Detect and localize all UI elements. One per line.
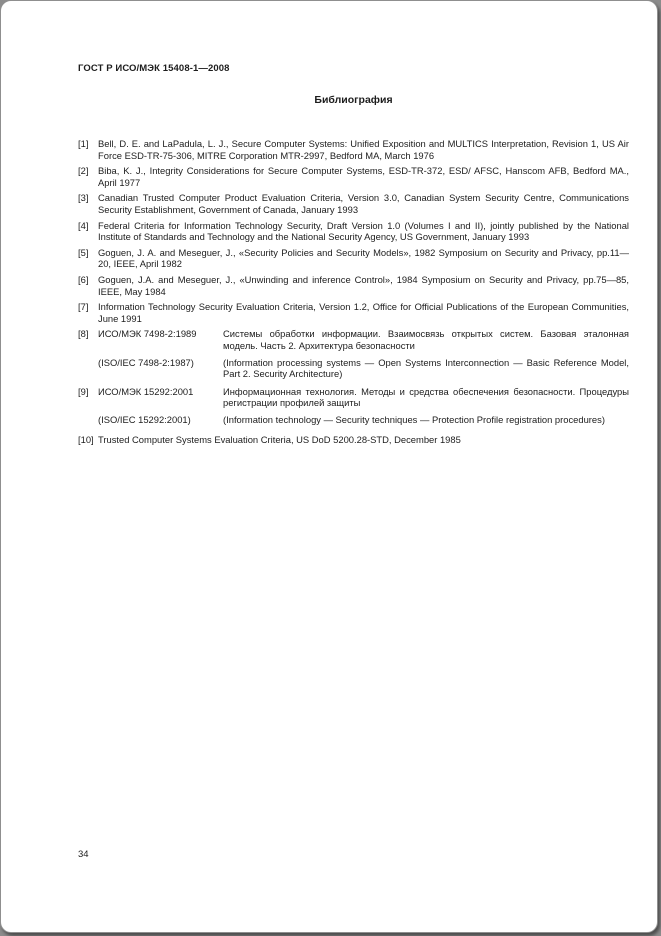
- entry-text: Biba, K. J., Integrity Considerations for Secure Computer Systems, ESD-TR-372, ESD/ AFSC, Hanscom AFB, Bedford MA., April 1977: [98, 165, 629, 188]
- page-title: Библиография: [314, 94, 393, 106]
- entry-number: [1]: [78, 138, 89, 149]
- entry-text: Trusted Computer Systems Evaluation Criteria, US DoD 5200.28-STD, December 1985: [98, 434, 461, 446]
- bibliography-entry: [78, 192, 629, 215]
- bibliography-entry: [78, 165, 629, 188]
- entry-row: [98, 414, 629, 426]
- entry-number: [3]: [78, 192, 89, 204]
- bibliography-entry: [78, 301, 629, 324]
- standard-code: ИСО/МЭК 7498-2:1989: [98, 328, 197, 340]
- entry-number: [10]: [78, 434, 94, 446]
- entry-text: Federal Criteria for Information Technology Security, Draft Version 1.0 (Volumes I and II), jointly published by the National Institute of Standards and Technology and the National Security Agency, US Government, January 1993: [98, 219, 629, 243]
- entry-number: [2]: [78, 165, 89, 177]
- document-header: ГОСТ Р ИСО/МЭК 15408-1—2008: [78, 63, 230, 74]
- page-number: 34: [78, 849, 89, 860]
- entry-number: [7]: [78, 301, 89, 313]
- standard-code: (ISO/IEC 15292:2001): [98, 413, 191, 425]
- entry-row: [98, 357, 629, 380]
- standard-code: ИСО/МЭК 15292:2001: [98, 385, 194, 397]
- bibliography-entry: [78, 434, 629, 446]
- entry-number: [9]: [78, 385, 89, 397]
- bibliography-entry: [78, 138, 629, 161]
- entry-rows: [98, 386, 629, 426]
- entry-number: [8]: [78, 328, 89, 340]
- bibliography-list: [78, 138, 629, 446]
- standard-code: (ISO/IEC 7498-2:1987): [98, 356, 194, 368]
- standard-description: (Information technology — Security techniques — Protection Profile registration procedures): [223, 413, 605, 425]
- entry-text: Goguen, J. A. and Meseguer, J., «Security Policies and Security Models», 1982 Symposium on Security and Privacy, pp.11—20, IEEE, April 1982: [98, 246, 629, 270]
- page-content: [78, 63, 629, 450]
- entry-row: [98, 328, 629, 351]
- bibliography-entry: [78, 386, 629, 426]
- entry-row: [98, 386, 629, 409]
- entry-text: Information Technology Security Evaluation Criteria, Version 1.2, Office for Official Publications of the European Communities, June 1991: [98, 301, 629, 324]
- entry-number: [4]: [78, 219, 89, 231]
- bibliography-entry: [78, 220, 629, 243]
- entry-number: [5]: [78, 246, 89, 258]
- bibliography-entry: [78, 274, 629, 297]
- standard-description: (Information processing systems — Open Systems Interconnection — Basic Reference Model, Part 2. Security Architecture): [223, 356, 629, 380]
- standard-description: Системы обработки информации. Взаимосвязь открытых систем. Базовая эталонная модель. Часть 2. Архитектура безопасности: [223, 328, 629, 351]
- entry-text: Canadian Trusted Computer Product Evaluation Criteria, Version 3.0, Canadian System Security Centre, Communications Security Establishment, Government of Canada, January 1993: [98, 192, 629, 215]
- bibliography-entry: [78, 247, 629, 270]
- entry-text: Goguen, J.A. and Meseguer, J., «Unwinding and inference Control», 1984 Symposium on Security and Privacy, pp.75—85, IEEE, May 1984: [98, 273, 629, 297]
- entry-number: [6]: [78, 273, 89, 285]
- standard-description: Информационная технология. Методы и средства обеспечения безопасности. Процедуры регистрации профилей защиты: [223, 385, 629, 409]
- entry-text: Bell, D. E. and LaPadula, L. J., Secure Computer Systems: Unified Exposition and MULTICS Interpretation, Revision 1, US Air Force ESD-TR-75-306, MITRE Corporation MTR-2997, Bedford MA, March 1976: [98, 138, 629, 161]
- entry-rows: [98, 328, 629, 379]
- bibliography-entry: [78, 328, 629, 379]
